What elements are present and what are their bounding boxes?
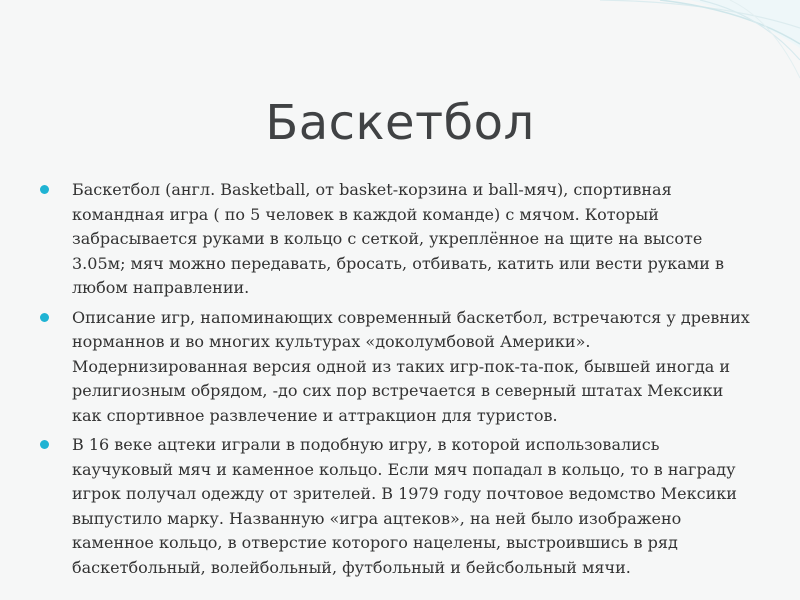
- bullet-item: [40, 178, 755, 301]
- bullet-text: Описание игр, напоминающих современный баскетбол, встречаются у древних норманнов и во многих культурах «доколумбовой Америки». Модернизированная версия одной из таких игр-пок-та-пок, бывшей иногда и религиозным обрядом, -до сих пор встречается в северный штатах Мексики как спортивное развлечение и аттракцион для туристов.: [72, 307, 750, 425]
- bullet-dot-icon: [40, 440, 49, 449]
- slide-title: Баскетбол: [265, 95, 535, 151]
- bullet-text: Баскетбол (англ. Basketball, от basket-корзина и ball-мяч), спортивная командная игра ( по 5 человек в каждой команде) с мячом. Который забрасывается руками в кольцо с сеткой, укреплённое на щите на высоте 3.05м; мяч можно передавать, бросать, отбивать, катить или вести руками в любом направлении.: [72, 180, 724, 297]
- bullet-dot-icon: [40, 185, 49, 194]
- bullet-item: [40, 306, 755, 429]
- bullet-item: [40, 433, 755, 580]
- bullet-dot-icon: [40, 313, 49, 322]
- bullet-list: [40, 178, 755, 585]
- bullet-text: В 16 веке ацтеки играли в подобную игру, в которой использовались каучуковый мяч и каменное кольцо. Если мяч попадал в кольцо, то в награду игрок получал одежду от зрителей. В 1979 году почтовое ведомство Мексики выпустило марку. Названную «игра ацтеков», на ней было изображено каменное кольцо, в отверстие которого нацелены, выстроившись в ряд баскетбольный, волейбольный, футбольный и бейсбольный мячи.: [72, 435, 737, 577]
